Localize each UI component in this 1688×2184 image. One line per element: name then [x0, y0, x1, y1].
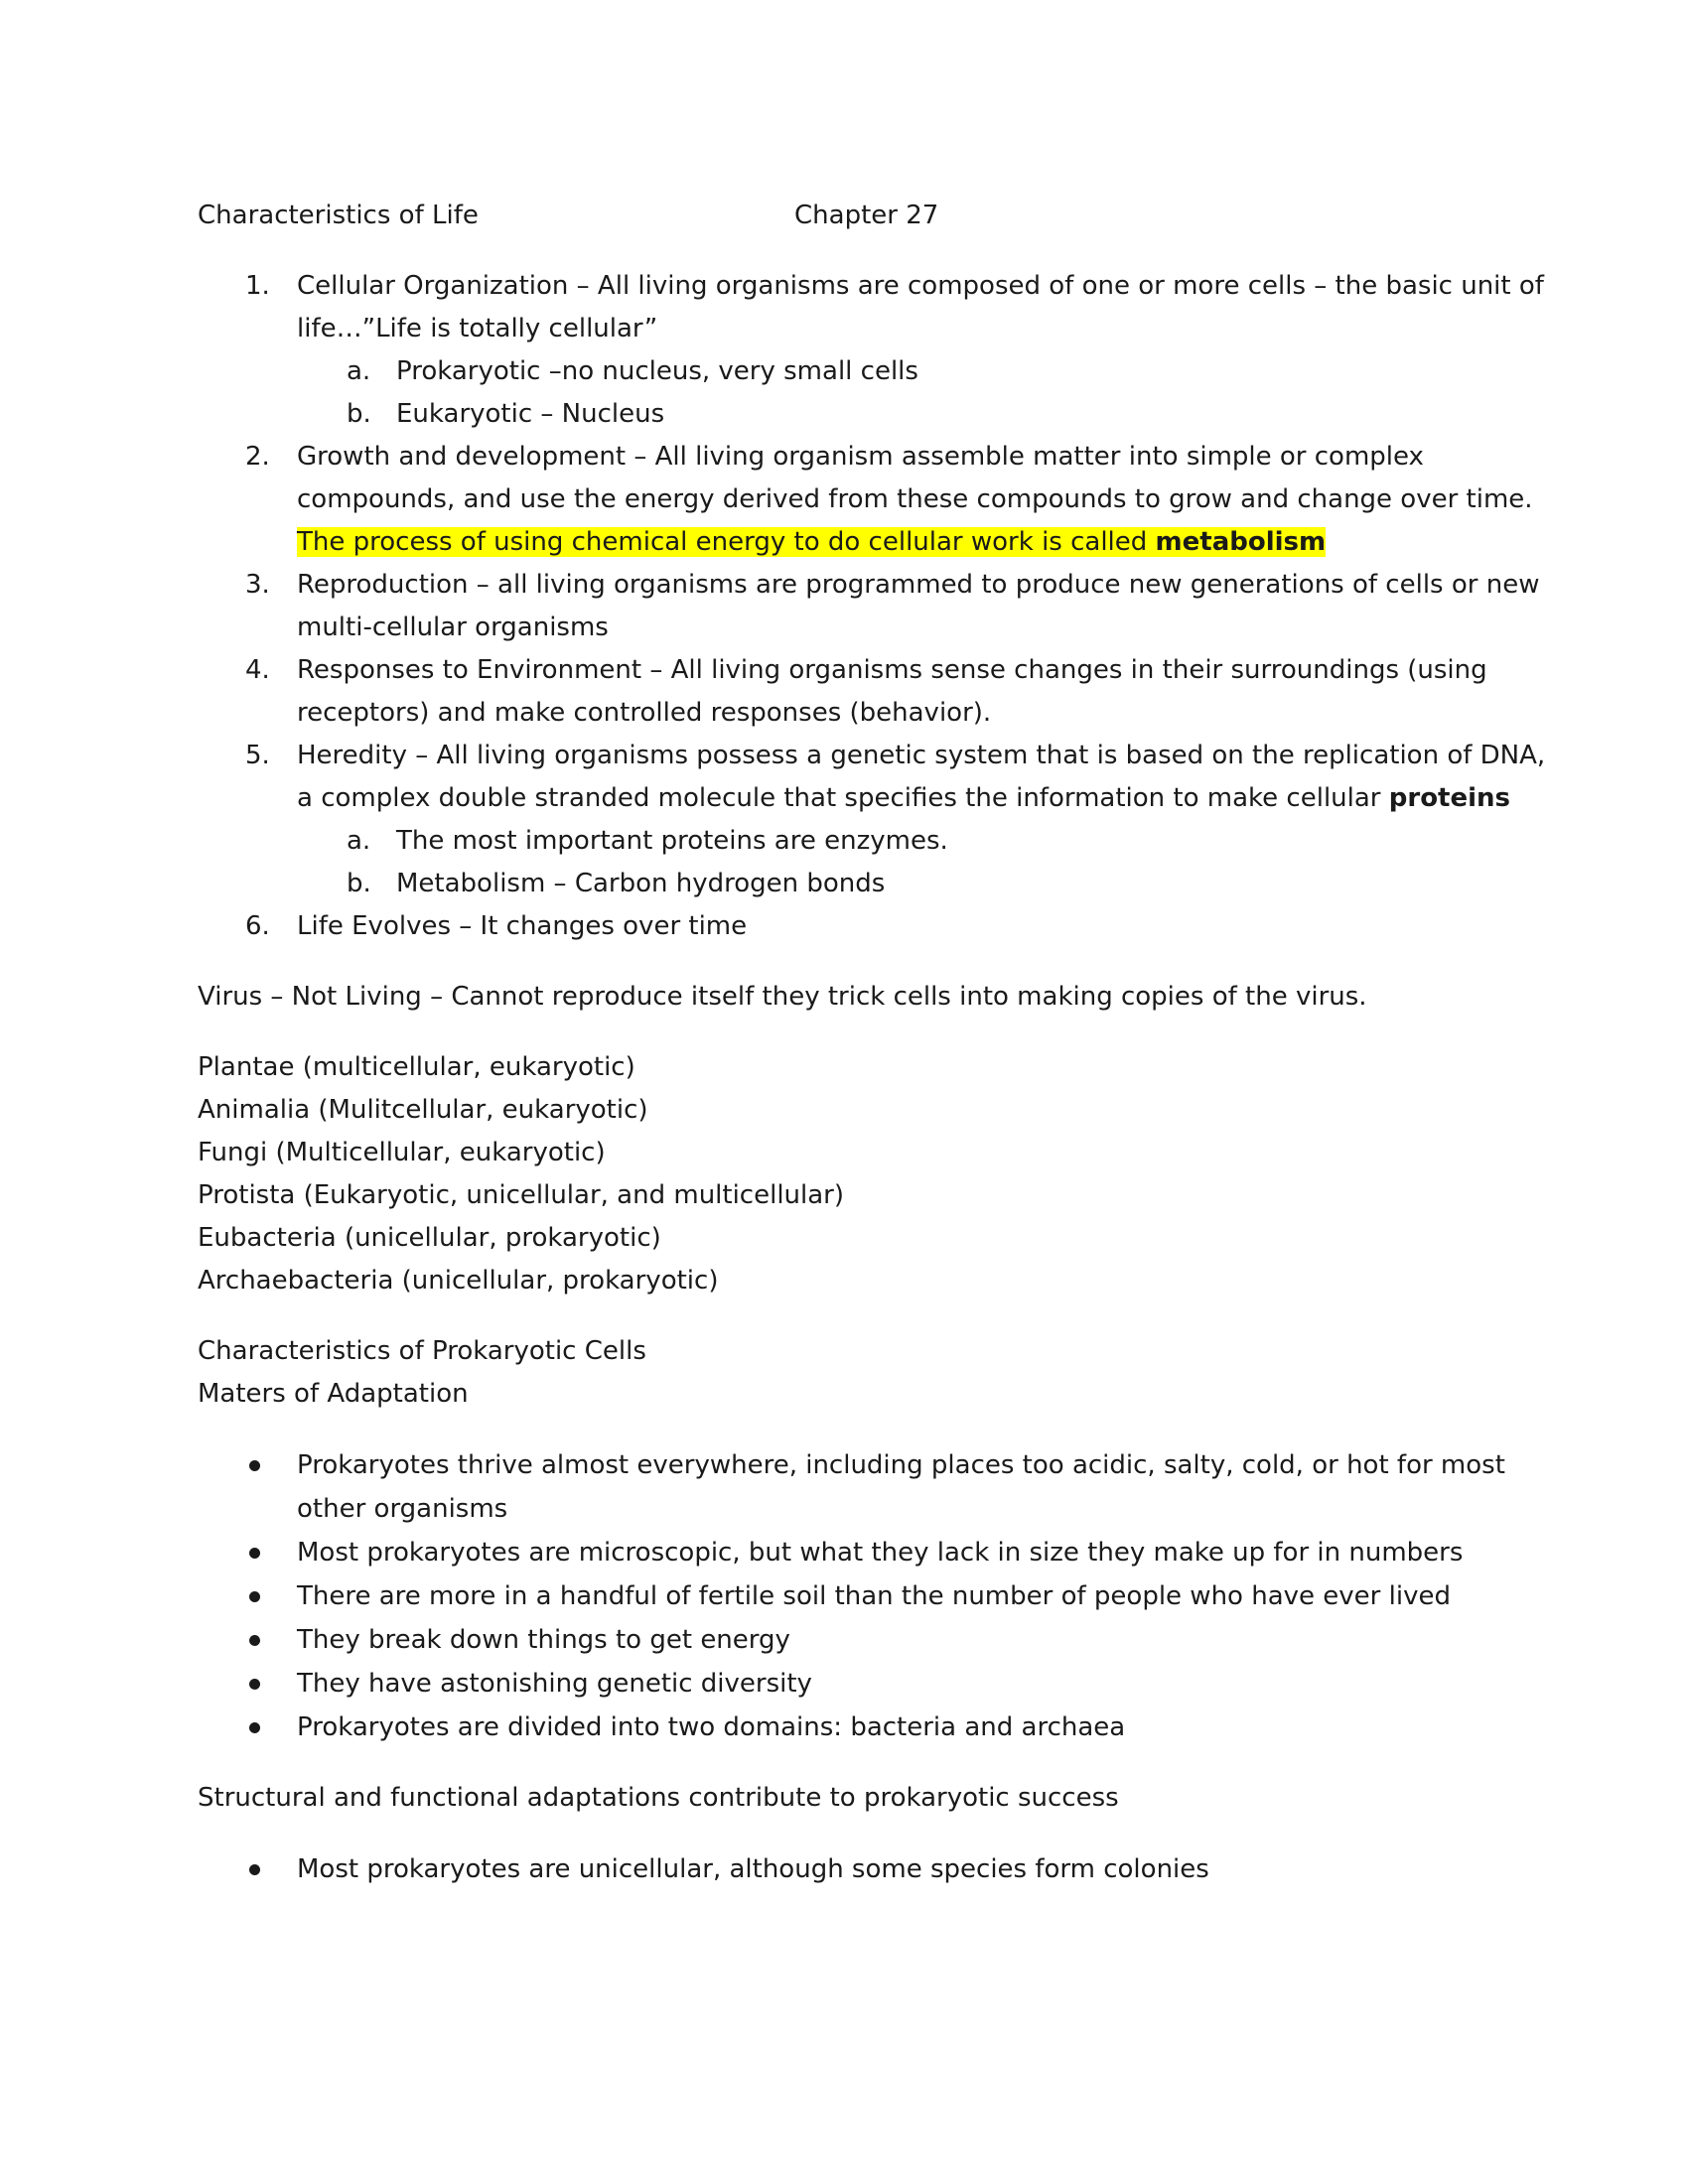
bullet-item — [198, 1574, 1508, 1618]
bullet-text: They have astonishing genetic diversity — [297, 1669, 812, 1699]
kingdom-entry: Animalia (Mulitcellular, eukaryotic) — [198, 1095, 648, 1125]
bullet-icon — [249, 1591, 260, 1602]
bullet-text: There are more in a handful of fertile soil than the number of people who have ever lived — [297, 1581, 1451, 1611]
numbered-item-1 — [198, 265, 1544, 436]
item-text: Growth and development – All living organism assemble matter into simple or complex — [297, 442, 1424, 472]
bullet-item — [198, 1847, 1508, 1891]
bullet-item — [198, 1662, 1508, 1706]
sub-item-letter: a. — [347, 826, 371, 856]
sub-item-text: The most important proteins are enzymes. — [396, 826, 948, 856]
numbered-item-6 — [198, 905, 1508, 948]
item-number: 2. — [245, 442, 270, 472]
item-text-continued: multi-cellular organisms — [297, 613, 609, 642]
sub-item-letter: a. — [347, 356, 371, 386]
sub-item — [198, 863, 1508, 905]
item-text: Responses to Environment – All living organisms sense changes in their surroundings (using — [297, 655, 1487, 685]
bullet-text: Prokaryotes are divided into two domains: bacteria and archaea — [297, 1712, 1126, 1742]
kingdom-entry: Archaebacteria (unicellular, prokaryotic) — [198, 1266, 719, 1296]
item-number: 1. — [245, 271, 270, 301]
document-header — [198, 195, 1508, 237]
sub-item — [198, 350, 1508, 393]
highlighted-sentence — [297, 527, 1326, 557]
sub-item-letter: b. — [347, 399, 371, 429]
bullet-text: Prokaryotes thrive almost everywhere, including places too acidic, salty, cold, or hot for most — [297, 1450, 1505, 1480]
kingdom-list — [198, 1046, 1508, 1302]
bullet-icon — [249, 1460, 260, 1471]
kingdom-entry: Protista (Eukaryotic, unicellular, and multicellular) — [198, 1180, 845, 1210]
item-number: 4. — [245, 655, 270, 685]
numbered-item-3 — [198, 564, 1540, 649]
virus-statement: Virus – Not Living – Cannot reproduce itself they trick cells into making copies of the virus. — [198, 982, 1367, 1012]
bullet-item — [198, 1531, 1508, 1574]
section-heading: Structural and functional adaptations contribute to prokaryotic success — [198, 1783, 1119, 1813]
item-text-continued: compounds, and use the energy derived from these compounds to grow and change over time. — [297, 484, 1533, 514]
sub-item-text: Metabolism – Carbon hydrogen bonds — [396, 869, 886, 898]
item-text: Reproduction – all living organisms are programmed to produce new generations of cells or new — [297, 570, 1540, 600]
kingdom-entry: Fungi (Multicellular, eukaryotic) — [198, 1138, 606, 1167]
item-number: 3. — [245, 570, 270, 600]
item-text: Heredity – All living organisms possess a genetic system that is based on the replication of DNA, — [297, 741, 1546, 770]
bullet-icon — [249, 1679, 260, 1690]
bullet-icon — [249, 1635, 260, 1646]
document-title: Characteristics of Life — [198, 201, 479, 230]
bullet-text: Most prokaryotes are unicellular, although some species form colonies — [297, 1854, 1209, 1884]
chapter-label: Chapter 27 — [794, 201, 939, 230]
item-number: 5. — [245, 741, 270, 770]
sub-item-text: Eukaryotic – Nucleus — [396, 399, 665, 429]
numbered-item-5 — [198, 735, 1546, 905]
item-text: Life Evolves – It changes over time — [297, 911, 748, 941]
item-text: Cellular Organization – All living organisms are composed of one or more cells – the basic unit of — [297, 271, 1544, 301]
sub-item-text: Prokaryotic –no nucleus, very small cells — [396, 356, 918, 386]
bullet-item — [198, 1706, 1508, 1749]
section-heading: Characteristics of Prokaryotic Cells — [198, 1336, 646, 1366]
sub-item-letter: b. — [347, 869, 371, 898]
numbered-item-4 — [198, 649, 1508, 735]
numbered-item-2 — [198, 436, 1533, 564]
kingdom-entry: Eubacteria (unicellular, prokaryotic) — [198, 1223, 661, 1253]
structural-bullet-list — [198, 1847, 1508, 1891]
bullet-icon — [249, 1722, 260, 1733]
item-text-continued: receptors) and make controlled responses (behavior). — [297, 698, 992, 728]
highlighted-text: The process of using chemical energy to do cellular work is called — [297, 527, 1156, 557]
item-text-continued: a complex double stranded molecule that specifies the information to make cellular — [297, 783, 1389, 813]
bold-term: proteins — [1388, 783, 1511, 813]
kingdom-entry: Plantae (multicellular, eukaryotic) — [198, 1052, 635, 1082]
item-text-continued: life…”Life is totally cellular” — [297, 314, 658, 343]
bullet-item — [198, 1618, 1508, 1662]
highlighted-bold-term: metabolism — [1155, 527, 1327, 557]
sub-item — [198, 820, 1508, 863]
adaptation-bullet-list — [198, 1443, 1508, 1749]
sub-item — [198, 393, 1508, 436]
bullet-text: Most prokaryotes are microscopic, but what they lack in size they make up for in numbers — [297, 1538, 1464, 1568]
bullet-icon — [249, 1864, 260, 1875]
bullet-text: They break down things to get energy — [297, 1625, 790, 1655]
bullet-item — [198, 1443, 1508, 1531]
bullet-text-continued: other organisms — [297, 1494, 508, 1524]
item-number: 6. — [245, 911, 270, 941]
bullet-icon — [249, 1548, 260, 1559]
document-page — [198, 195, 1546, 1891]
section-subheading: Maters of Adaptation — [198, 1379, 469, 1409]
